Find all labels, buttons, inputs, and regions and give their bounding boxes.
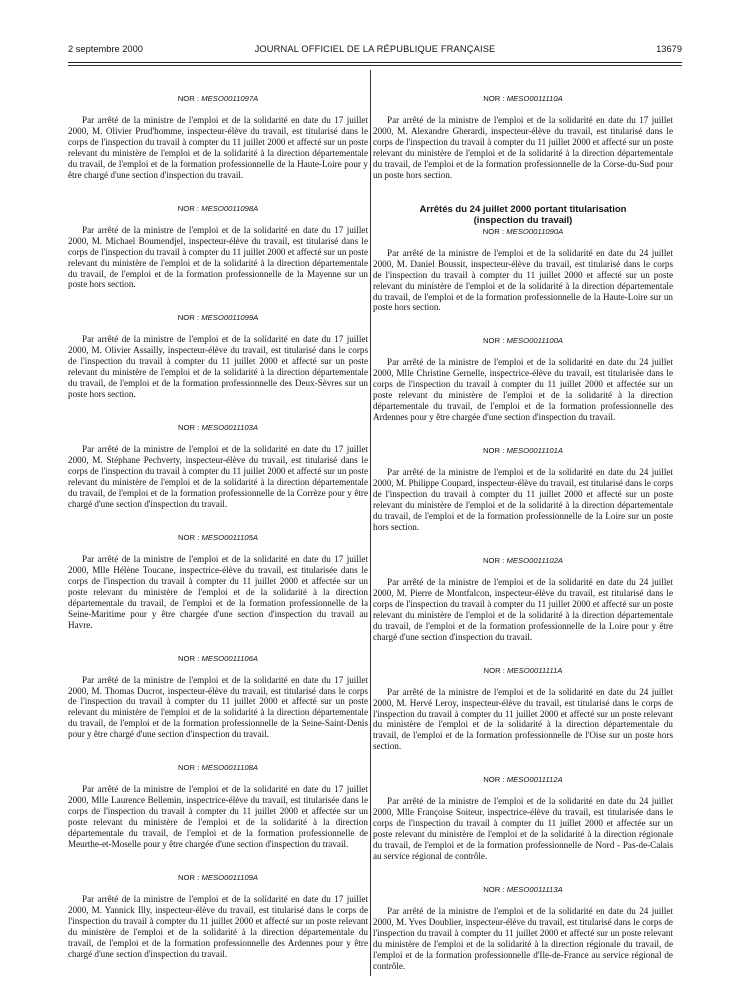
decree-entry xyxy=(373,446,673,533)
nor-reference xyxy=(373,556,673,566)
decree-entry xyxy=(68,654,368,741)
nor-label: NOR : xyxy=(483,885,505,895)
decree-entry xyxy=(373,666,673,753)
decree-text: Par arrêté de la ministre de l'emploi et de la solidarité en date du 24 juillet 2000, Mlle Françoise Soiteur, inspectrice-élève du travail, est titularisée dans le corps de l'inspection du travail à compter du 11 juillet 2000 et affectée sur un poste relevant du ministère de l'emploi et de la solidarité à la direction régionale du travail, de l'emploi et de la formation professionnelle de Nord - Pas-de-Calais au service régional de contrôle. xyxy=(373,796,673,862)
nor-reference xyxy=(373,336,673,346)
nor-code: MESO0011103A xyxy=(201,423,259,433)
nor-code: MESO0011102A xyxy=(506,555,564,565)
nor-code: MESO0011106A xyxy=(201,653,259,663)
nor-code: MESO0011090A xyxy=(506,226,564,236)
nor-label: NOR : xyxy=(177,763,200,773)
nor-code: MESO0011105A xyxy=(201,532,259,542)
header-date: 2 septembre 2000 xyxy=(68,44,143,54)
page-number: 13679 xyxy=(656,44,682,54)
decree-entry xyxy=(68,313,368,400)
decree-text: Par arrêté de la ministre de l'emploi et de la solidarité en date du 17 juillet 2000, M. Michael Boumendjel, inspecteur-élève du travail, est titularisé dans le corps de l'inspection du travail à compter du 11 juillet 2000 et affecté sur un poste relevant du ministère de l'emploi et de la solidarité à la direction départementale du travail, de l'emploi et de la formation professionnelle de la Mayenne sur un poste hors section. xyxy=(68,224,368,290)
decree-text: Par arrêté de la ministre de l'emploi et de la solidarité en date du 17 juillet 2000, M. Alexandre Gherardi, inspecteur-élève du travail, est titularisé dans le corps de l'inspection du travail à compter du 11 juillet 2000 et affecté sur un poste relevant du ministère de l'emploi et de la solidarité à la direction départementale du travail, de l'emploi et de la formation professionnelle de la Corse-du-Sud pour un poste hors section. xyxy=(373,115,673,180)
nor-label: NOR : xyxy=(482,446,505,456)
nor-reference xyxy=(68,204,368,214)
nor-label: NOR : xyxy=(177,872,200,882)
nor-label: NOR : xyxy=(483,665,505,675)
nor-code: MESO0011101A xyxy=(506,446,564,456)
decree-text: Par arrêté de la ministre de l'emploi et de la solidarité en date du 17 juillet 2000, Mlle Hélène Toucane, inspectrice-élève du travail, est titularisée dans le corps de l'inspection du travail à compter du 11 juillet 2000 et affectée sur un poste relevant du ministère de l'emploi et de la solidarité à la direction départementale du travail, de l'emploi et de la formation professionnelle de la Seine-Maritime pour y être chargée d'une section d'inspection du travail au Havre. xyxy=(68,553,368,630)
nor-label: NOR : xyxy=(482,336,505,346)
nor-label: NOR : xyxy=(177,653,200,663)
nor-reference xyxy=(68,873,368,883)
decree-text: Par arrêté de la ministre de l'emploi et de la solidarité en date du 17 juillet 2000, M. Thomas Ducrot, inspecteur-élève du travail, est titularisé dans le corps de l'inspection du travail à compter du 11 juillet 2000 et affecté sur un poste relevant du ministère de l'emploi et de la solidarité à la direction départementale du travail, de l'emploi et de la formation professionnelle de la Seine-Saint-Denis pour y être chargé d'une section d'inspection du travail. xyxy=(68,674,368,740)
decree-text: Par arrêté de la ministre de l'emploi et de la solidarité en date du 24 juillet 2000, M. Daniel Boussit, inspecteur-élève du travail, est titularisé dans le corps de l'inspection du travail à compter du 11 juillet 2000 et affecté sur un poste relevant du ministère de l'emploi et de la solidarité à la direction départementale du travail, de l'emploi et de la formation professionnelle de la Haute-Loire sur un poste hors section. xyxy=(373,247,673,313)
header-rule-thick xyxy=(68,62,682,63)
nor-code: MESO0011097A xyxy=(201,94,259,103)
right-column xyxy=(373,94,673,972)
nor-reference xyxy=(373,227,673,237)
decree-entry xyxy=(68,204,368,291)
decree-text: Par arrêté de la ministre de l'emploi et de la solidarité en date du 17 juillet 2000, Mlle Laurence Bellemin, inspectrice-élève du travail, est titularisée dans le corps de l'inspection du travail à compter du 11 juillet 2000 et affectée sur un poste relevant du ministère de l'emploi et de la solidarité à la direction départementale du travail, de l'emploi et de la formation professionnelle de Meurthe-et-Moselle pour y être chargée d'une section d'inspection du travail. xyxy=(68,784,368,850)
decree-text: Par arrêté de la ministre de l'emploi et de la solidarité en date du 17 juillet 2000, M. Stéphane Pechverty, inspecteur-élève du travail, est titularisé dans le corps de l'inspection du travail à compter du 11 juillet 2000 et affecté sur un poste relevant du ministère de l'emploi et de la solidarité à la direction départementale du travail, de l'emploi et de la formation professionnelle de la Corrèze pour y être chargé d'une section d'inspection du travail. xyxy=(68,444,368,509)
nor-label: NOR : xyxy=(482,555,505,565)
page-header xyxy=(68,44,682,58)
decree-entry xyxy=(373,885,673,972)
decree-entry xyxy=(373,227,673,314)
nor-reference xyxy=(373,94,673,104)
decree-entry xyxy=(68,763,368,850)
decree-text: Par arrêté de la ministre de l'emploi et de la solidarité en date du 17 juillet 2000, M. Olivier Prud'homme, inspecteur-élève du travail, est titularisé dans le corps de l'inspection du travail à compter du 11 juillet 2000 et affecté sur un poste relevant du ministère de l'emploi et de la solidarité à la direction départementale du travail, de l'emploi et de la formation professionnelle de la Haute-Loire pour y être chargé d'une section d'inspection du travail. xyxy=(68,115,368,180)
nor-label: NOR : xyxy=(482,226,505,236)
decree-entry xyxy=(373,94,673,181)
nor-reference xyxy=(373,446,673,456)
nor-code: MESO0011099A xyxy=(201,313,259,323)
nor-code: MESO0011098A xyxy=(201,203,259,213)
decree-entry xyxy=(68,423,368,510)
section-title-line: Arrêtés du 24 juillet 2000 portant titularisation xyxy=(419,203,627,215)
section-title-line: (inspection du travail) xyxy=(473,214,573,226)
nor-reference xyxy=(68,654,368,664)
nor-code: MESO0011110A xyxy=(506,94,563,103)
nor-code: MESO0011111A xyxy=(507,665,563,675)
nor-reference xyxy=(68,94,368,104)
nor-code: MESO0011113A xyxy=(506,885,563,895)
decree-entry xyxy=(373,556,673,643)
nor-label: NOR : xyxy=(483,94,505,103)
decree-entry xyxy=(373,775,673,862)
decree-text: Par arrêté de la ministre de l'emploi et de la solidarité en date du 24 juillet 2000, M. Hervé Leroy, inspecteur-élève du travail, est titularisé dans le corps de l'inspection du travail à compter du 11 juillet 2000 et affecté sur un poste relevant du ministère de l'emploi et de la solidarité à la direction départementale du travail, de l'emploi et de la formation professionnelle de l'Oise sur un poste hors section. xyxy=(373,686,673,752)
nor-code: MESO0011109A xyxy=(201,872,259,882)
nor-reference xyxy=(68,763,368,773)
decree-entry xyxy=(68,533,368,631)
decree-entry xyxy=(68,873,368,960)
nor-label: NOR : xyxy=(483,775,505,785)
decree-text: Par arrêté de la ministre de l'emploi et de la solidarité en date du 17 juillet 2000, M. Olivier Assailly, inspecteur-élève du travail, est titularisé dans le corps de l'inspection du travail à compter du 11 juillet 2000 et affecté sur un poste relevant du ministère de l'emploi et de la solidarité à la direction départementale du travail, de l'emploi et de la formation professionnelle des Deux-Sèvres sur un poste hors section. xyxy=(68,334,368,400)
decree-text: Par arrêté de la ministre de l'emploi et de la solidarité en date du 24 juillet 2000, M. Pierre de Montfalcon, inspecteur-élève du travail, est titularisé dans le corps de l'inspection du travail à compter du 11 juillet 2000 et affecté sur un poste relevant du ministère de l'emploi et de la solidarité à la direction départementale du travail, de l'emploi et de la formation professionnelle de la Loire pour y être chargé d'une section d'inspection du travail. xyxy=(373,576,673,642)
decree-entry xyxy=(373,336,673,423)
nor-label: NOR : xyxy=(177,532,200,542)
nor-code: MESO0011108A xyxy=(201,763,259,773)
decree-text: Par arrêté de la ministre de l'emploi et de la solidarité en date du 24 juillet 2000, M. Yves Doublier, inspecteur-élève du travail, est titularisé dans le corps de l'inspection du travail à compter du 11 juillet 2000 et affecté sur un poste relevant du ministère de l'emploi et de la solidarité à la direction régionale du travail, de l'emploi et de la formation professionnelle d'Ile-de-France au service régional de contrôle. xyxy=(373,906,673,971)
decree-text: Par arrêté de la ministre de l'emploi et de la solidarité en date du 17 juillet 2000, M. Yannick Illy, inspecteur-élève du travail, est titularisé dans le corps de l'inspection du travail à compter du 11 juillet 2000 et affecté sur un poste relevant du ministère de l'emploi et de la solidarité à la direction départementale du travail, de l'emploi et de la formation professionnelle des Ardennes pour y être chargé d'une section d'inspection du travail. xyxy=(68,893,368,959)
nor-reference xyxy=(373,775,673,785)
nor-label: NOR : xyxy=(177,203,200,213)
column-divider xyxy=(370,70,371,976)
nor-label: NOR : xyxy=(177,94,200,103)
left-column xyxy=(68,94,368,960)
nor-reference xyxy=(373,885,673,895)
nor-reference xyxy=(373,666,673,676)
nor-reference xyxy=(68,533,368,543)
nor-code: MESO0011100A xyxy=(506,336,564,346)
journal-title: JOURNAL OFFICIEL DE LA RÉPUBLIQUE FRANÇAISE xyxy=(254,44,496,54)
header-rule-thin xyxy=(68,65,682,66)
decree-text: Par arrêté de la ministre de l'emploi et de la solidarité en date du 24 juillet 2000, M. Philippe Coupard, inspecteur-élève du travail, est titularisé dans le corps de l'inspection du travail à compter du 11 juillet 2000 et affecté sur un poste relevant du ministère de l'emploi et de la solidarité à la direction départementale du travail, de l'emploi et de la formation professionnelle de la Loire sur un poste hors section. xyxy=(373,467,673,532)
nor-label: NOR : xyxy=(177,313,200,323)
decree-text: Par arrêté de la ministre de l'emploi et de la solidarité en date du 24 juillet 2000, Mlle Christine Gernelle, inspectrice-élève du travail, est titularisée dans le corps de l'inspection du travail à compter du 11 juillet 2000 et affectée sur un poste relevant du ministère de l'emploi et de la solidarité à la direction départementale du travail, de l'emploi et de la formation professionnelle des Ardennes pour y être chargée d'une section d'inspection du travail. xyxy=(373,357,673,423)
decree-entry xyxy=(68,94,368,181)
section-title xyxy=(373,204,673,226)
nor-reference xyxy=(68,423,368,433)
nor-reference xyxy=(68,313,368,323)
nor-code: MESO0011112A xyxy=(506,775,563,785)
nor-label: NOR : xyxy=(177,423,200,433)
